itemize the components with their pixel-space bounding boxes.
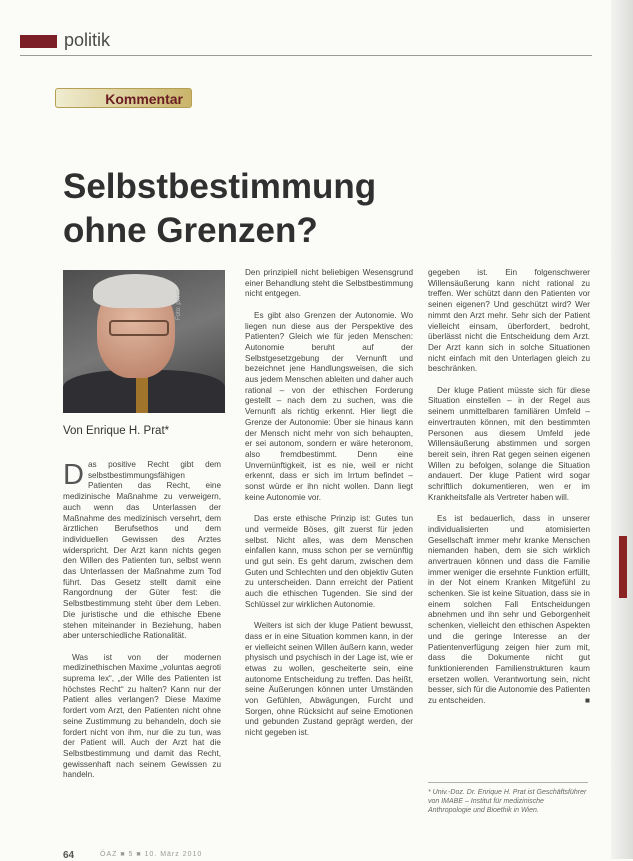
paragraph: Das erste ethische Prinzip ist: Gutes tun und vermeide Böses, gilt zuerst für jeden selbst. Nicht alles, was dem Menschen einfallen kann, muss schon per se vernünftig und gut sein. Es geht darum, zwischen dem Guten und Schlechten und den objektiv Guten zu unterscheiden. Dann erreicht der Patient auch die ethischen Tugenden. Sie sind der Schlüssel zur wirklichen Autonomie. bbox=[245, 514, 413, 609]
photo-glasses bbox=[109, 320, 169, 336]
photo-tie bbox=[136, 372, 148, 413]
paragraph: Es gibt also Grenzen der Autonomie. Wo liegen nun diese aus der Perspektive des Patienten? Gleich wie für jeden Menschen: Autonomie beruht auf der Selbstgesetzgebung der Vernunft und bezeichnet jene Handlungsweisen, die sich aus jedem Menschen ableiten und daher auch rational – von der ethischen Forderung gestellt – nach dem zu suchen, was die Vernunft als richtig erkennt. Hier liegt die Grenze der Autonomie: Über sie hinaus kann der Mensch nicht mehr von sich behaupten, er sei autonom, sondern er wäre heteronom, also fremdbestimmt. Denn eine Unvernünftigkeit, ist es nie, weil er nicht erkennt, dass er sich im Irrtum befindet – sonst würde er ihn nicht wollen. Dann liegt keine Autonomie vor. bbox=[245, 310, 413, 502]
headline-line-1: Selbstbestimmung bbox=[63, 167, 377, 206]
footnote-rule bbox=[428, 782, 588, 783]
footer-source: ÖAZ ■ 5 ■ 10. März 2010 bbox=[100, 851, 203, 858]
headline-line-2: ohne Grenzen? bbox=[63, 211, 318, 250]
paragraph-text: as positive Recht gibt dem selbstbestimmungsfähigen Patienten das Recht, eine medizinische Maßnahme zu verweigern, auch wenn das Unterlassen der Maßnahme des medizinisch versehrt, dem ärztlichen Berufsethos und dem individuellen Gewissen des Arztes widerspricht. Der Arzt kann nichts gegen den Willen des Patienten tun, selbst wenn das Unterlassen der Maßnahme zum Tod führt. Das Gesetz stellt damit eine Rangordnung der Güter fest: die Selbstbestimmung steht über dem Leben. Die juristische und die ethische Ebene stehen miteinander in Beziehung, haben aber unterschiedliche Rationalität. bbox=[63, 460, 221, 641]
photo-hair bbox=[93, 274, 179, 308]
end-of-article-mark: ■ bbox=[585, 696, 590, 706]
section-color-bar bbox=[20, 35, 57, 48]
text-column-3 bbox=[428, 268, 590, 823]
paragraph-text: Es ist bedauerlich, dass in unserer individualisierten und atomisierten Gesellschaft immer mehr kranke Menschen niemanden haben, dem sie sich wirklich anvertrauen können und dass die Familie immer weniger die ersehnte Funktion erfüllt, in der Not einem Kranken Mitgefühl zu schenken. Sie ist keine Situation, dass sie in einem solchen Fall Entscheidungen abnehmen und ihn sehr und Geborgenheit schenken, vielleicht den ethischen Aspekten und die geringe Interesse an der Patientenverfügung zeigen hier zum mit, dass die Dokumente nicht gut funktionierenden Familienstrukturen kaum ersetzen wollen. Verantwortung sein, nicht besser, sich für die Autonomie des Patienten zu entscheiden. bbox=[428, 514, 590, 706]
text-column-2 bbox=[245, 268, 413, 823]
paragraph: gegeben ist. Ein folgenschwerer Willensäußerung kann nicht rational zu treffen. Wer schützt dann den Patienten vor seinen eigenen? Und geschützt wird? Wer nimmt den Arzt mehr. Sehr sich der Patient vielleicht einsam, überfordert, bedroht, überlässt nicht die Entscheidung dem Arzt. Der Arzt kann sich in solche Situationen nicht einfach mit den Unterlagen gleich zu beschränken. bbox=[428, 268, 590, 374]
kicker-label: Kommentar bbox=[55, 88, 192, 108]
facing-page-marker bbox=[619, 536, 627, 598]
photo-credit: Foto: privat bbox=[176, 289, 182, 320]
paragraph bbox=[428, 514, 590, 707]
paragraph: Was ist von der modernen medizinethischen Maxime „voluntas aegroti suprema lex“, „der Wille des Patienten ist höchstes Recht“ zu halten? Kann nur der Patient alles verlangen? Diese Maxime fordert vom Arzt, den Patienten nicht ohne seine Zustimmung zu behandeln, doch sie fordert nicht von ihm, nur die zu tun, was der Patient will. Auch der Arzt hat die Selbstbestimmung und damit das Recht, gewissenhaft nach seinem Gewissen zu handeln. bbox=[63, 652, 221, 780]
paragraph: Der kluge Patient müsste sich für diese Situation einstellen – in der Regel aus seinem unmittelbaren familiären Umfeld – einvertrauten können, mit den bestimmten Personen aus diesem Umfeld jede Willensäußerung abstimmen und sorgen bereit sein, ihren Rat gegen seinen eigenen Willen zu befolgen, solange die Situation andauert. Der kluge Patient wird sogar schriftlich dokumentieren, wen er im Krankheitsfalle als Vertreter haben will. bbox=[428, 385, 590, 502]
drop-cap: D bbox=[63, 459, 84, 491]
author-byline: Von Enrique H. Prat* bbox=[63, 425, 170, 437]
page-number: 64 bbox=[63, 850, 75, 861]
paragraph: Den prinzipiell nicht beliebigen Wesensgrund einer Behandlung steht die Selbstbestimmung nicht entgegen. bbox=[245, 268, 413, 299]
section-rubric: politik bbox=[64, 30, 111, 50]
paragraph: Weiters ist sich der kluge Patient bewusst, dass er in eine Situation kommen kann, in der er vielleicht seinen Willen äußern kann, weder physisch und psychisch in der Lage ist, wie er etwas zu wollen, gescheiterte sein, eine autonome Entscheidung zu treffen. Das heißt, seine Äußerungen können unter Umständen von Gefühlen, Abwägungen, Furcht und Sorgen, ohne Rücksicht auf seine Emotionen und gebunden Zustand geprägt werden, der nicht gegeben ist. bbox=[245, 621, 413, 738]
text-column-1 bbox=[63, 460, 221, 845]
article-headline bbox=[63, 165, 483, 253]
page-spine-shadow bbox=[611, 0, 633, 859]
section-rule bbox=[20, 55, 592, 56]
paragraph bbox=[63, 460, 221, 642]
author-footnote: * Univ.-Doz. Dr. Enrique H. Prat ist Geschäftsführer von IMABE – Institut für medizinische Anthropologie und Bioethik in Wien. bbox=[428, 789, 587, 815]
author-photo bbox=[63, 270, 225, 413]
